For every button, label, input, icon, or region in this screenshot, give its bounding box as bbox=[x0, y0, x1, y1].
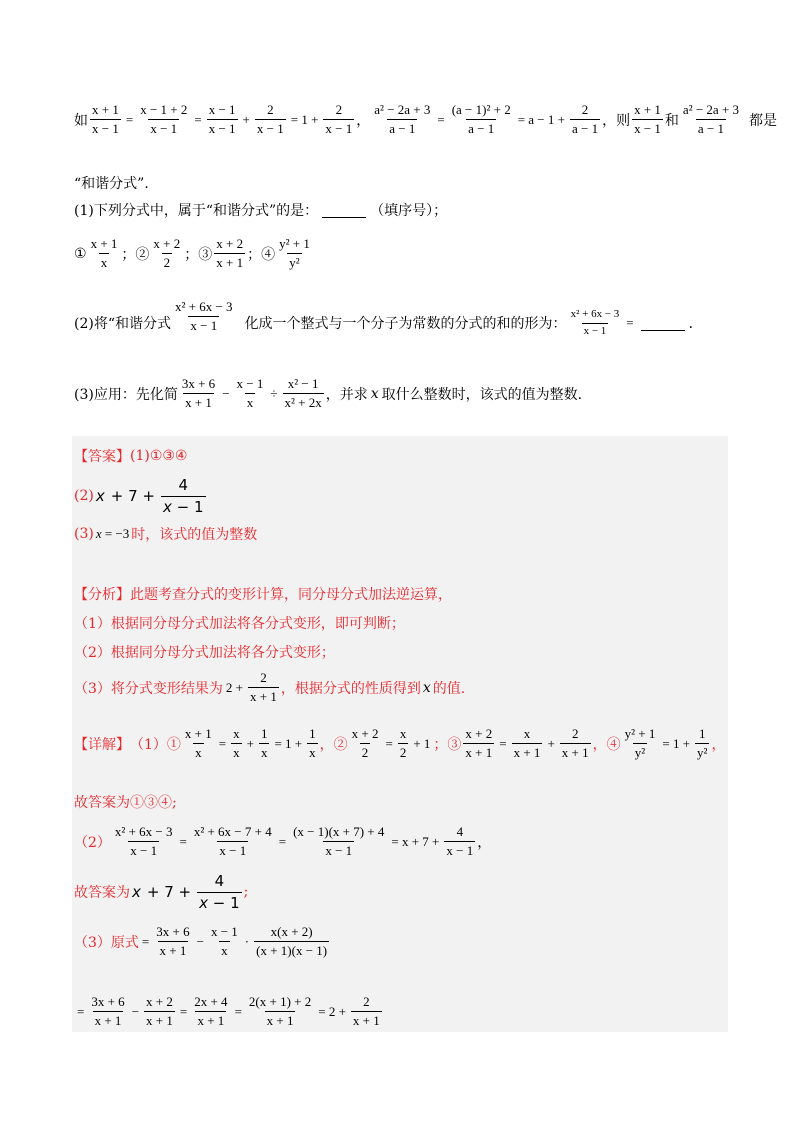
analysis-text: 此题考查分式的变形计算，同分母分式加法逆运算， bbox=[130, 587, 452, 603]
fraction: $\frac{x + 2}{2}$ bbox=[351, 726, 379, 761]
fraction: $\frac{\text{(a − 1)² + 2}}{a - 1}$ bbox=[451, 102, 511, 137]
q3-prefix: (3)应用：先化简 bbox=[74, 386, 178, 403]
intro-line: 如 $\frac{x + 1}{x - 1}$ = $\frac{x - 1 + 2}{x - 1}$ = $\frac{x - 1}{x - 1}$ + $\frac{2}{x - 1}$ = 1 + $\frac{2}{x - 1}$ ， $\frac{\text{a² − 2a + 3}}{a - 1}$ = $\frac{\text{(a − 1)² + 2}}{a - 1}$ = a − 1 + $\frac{2}{a - 1}$ ，则 $\frac{x + 1}{x - 1}$ 和 $\frac{\text{a² − 2a + 3}}{a - 1}$ 都是 bbox=[74, 102, 778, 137]
answer-label: 【答案】 bbox=[74, 449, 130, 465]
analysis-text: （1）根据同分母分式加法将各分式变形，即可判断； bbox=[74, 616, 405, 632]
detail-part: ，② bbox=[319, 736, 348, 753]
answer-blank bbox=[641, 316, 685, 331]
fraction: $\frac{\text{a² − 2a + 3}}{a - 1}$ bbox=[374, 102, 431, 137]
question-2: (2)将“和谐分式 $\frac{\text{x² + 6x − 3}}{x - 1}$ 化成一个整式与一个分子为常数的分式的和的形为： $\frac{\text{x² + 6x − 3}}{x - 1}$ = ． bbox=[74, 298, 703, 337]
fraction: $\frac{4}{x - 1}$ bbox=[446, 824, 474, 859]
intro-text: “和谐分式”． bbox=[74, 176, 159, 192]
intro-prefix: 如 bbox=[74, 112, 88, 129]
option-1-label: ① bbox=[74, 245, 87, 262]
fraction: $\frac{3x + 6}{x + 1}$ bbox=[156, 924, 190, 959]
fraction: $\frac{1}{x}$ bbox=[260, 726, 268, 761]
fraction: $\frac{\text{y² + 1}}{\text{y²}}$ bbox=[624, 726, 656, 761]
q3-var: x bbox=[370, 385, 379, 402]
q1-text: (1)下列分式中，属于“和谐分式”的是： bbox=[74, 203, 319, 219]
q2-tail: ． bbox=[688, 316, 703, 333]
answer-1-text: (1)①③④ bbox=[130, 448, 188, 464]
fraction: $\frac{\text{x² + 6x − 3}}{x - 1}$ bbox=[114, 824, 173, 859]
fraction: $\frac{2}{a - 1}$ bbox=[571, 102, 599, 137]
fraction: $\frac{2}{x - 1}$ bbox=[256, 102, 284, 137]
intro-sep: ， bbox=[356, 112, 371, 129]
fraction: $\frac{x - 1}{x}$ bbox=[210, 924, 238, 959]
option-1-fraction: $\frac{x + 1}{x}$ bbox=[90, 236, 118, 271]
q2-prefix: (2)将“和谐分式 bbox=[74, 316, 171, 333]
q3-tail: ，并求 bbox=[325, 386, 368, 403]
detail-line-1: 【详解】 （1）① $\frac{x + 1}{x}$ = $\frac{x}{x}$ + $\frac{1}{x}$ = 1 + $\frac{1}{x}$ ，② $\frac{x + 2}{2}$ = $\frac{x}{2}$ + 1 ；③ $\frac{x + 2}{x + 1}$ = $\frac{x}{x + 1}$ + $\frac{2}{x + 1}$ ，④ $\frac{\text{y² + 1}}{\text{y²}}$ = 1 + $\frac{1}{\text{y²}}$ ， bbox=[74, 726, 726, 761]
detail-part: （2） bbox=[74, 834, 111, 851]
option-4-fraction: $\frac{\text{y² + 1}}{\text{y²}}$ bbox=[279, 236, 310, 271]
question-1 bbox=[74, 200, 447, 220]
detail-conclusion-1 bbox=[74, 792, 177, 812]
fraction: $\frac{x}{2}$ bbox=[399, 726, 407, 761]
analysis-line-2 bbox=[74, 642, 335, 662]
fraction: $\frac{x - 1 + 2}{x - 1}$ bbox=[140, 102, 188, 137]
answer-2: (2) x + 7 + $\frac{4}{x - 1}$ bbox=[74, 476, 204, 516]
intro-and: 和 bbox=[664, 112, 679, 129]
detail-label: 【详解】 bbox=[74, 736, 130, 753]
fraction: $\frac{2}{x + 1}$ bbox=[561, 726, 589, 761]
answer-3-tail: 时，该式的值为整数 bbox=[131, 527, 258, 543]
intro-then: ，则 bbox=[602, 112, 631, 129]
analysis-text: （3）将分式变形结果为 bbox=[74, 680, 223, 697]
fraction: $\frac{\text{a² − 2a + 3}}{a - 1}$ bbox=[682, 102, 740, 137]
analysis-text: 的值. bbox=[432, 680, 466, 697]
fraction: $\frac{2x + 4}{x + 1}$ bbox=[194, 994, 228, 1029]
option-3-fraction: $\frac{x + 2}{x + 1}$ bbox=[216, 236, 244, 271]
answer-3-prefix: (3) bbox=[74, 526, 94, 542]
fraction: $\frac{x + 1}{x}$ bbox=[184, 726, 212, 761]
fraction: $\frac{\text{x² + 6x − 7 + 4}}{x - 1}$ bbox=[193, 824, 272, 859]
fraction: $\frac{2}{x + 1}$ bbox=[352, 994, 380, 1029]
fraction: $\frac{x}{x + 1}$ bbox=[513, 726, 541, 761]
answer-blank bbox=[322, 203, 366, 218]
fraction: $\frac{1}{x}$ bbox=[309, 726, 316, 761]
detail-text: 故答案为 bbox=[74, 885, 130, 902]
intro-line-2 bbox=[74, 173, 158, 193]
fraction: $\frac{2}{x - 1}$ bbox=[325, 102, 353, 137]
fraction: $\frac{1}{\text{y²}}$ bbox=[697, 726, 708, 761]
fraction: $\frac{3x + 6}{x + 1}$ bbox=[181, 376, 216, 411]
fraction: $\frac{x + 1}{x - 1}$ bbox=[634, 102, 661, 137]
detail-part: （3）原式 bbox=[74, 934, 139, 951]
option-3-label: ；③ bbox=[184, 246, 213, 263]
question-1-options bbox=[74, 236, 314, 272]
fraction: $\frac{x - 1}{x}$ bbox=[236, 376, 264, 411]
fraction: $\frac{\text{x² + 6x − 3}}{x - 1}$ bbox=[175, 298, 233, 333]
analysis-line-1 bbox=[74, 613, 405, 633]
fraction: $\frac{4}{x - 1}$ bbox=[199, 872, 240, 912]
intro-suffix: 都是 bbox=[749, 112, 778, 129]
analysis-line-0 bbox=[74, 584, 452, 604]
fraction: $\frac{x(x + 2)}{(x + 1)(x - 1)}$ bbox=[256, 924, 328, 959]
detail-part: ，④ bbox=[592, 736, 621, 753]
detail-conclusion-2: 故答案为 x + 7 + $\frac{4}{x - 1}$ ; bbox=[74, 872, 249, 912]
fraction: $\frac{x}{x}$ bbox=[233, 726, 240, 761]
option-2-fraction: $\frac{x + 2}{2}$ bbox=[153, 236, 181, 271]
answer-3: (3) x = −3 时，该式的值为整数 bbox=[74, 526, 258, 543]
answer-2-prefix: (2) bbox=[74, 488, 94, 505]
q2-text: 化成一个整式与一个分子为常数的分式的和的形为： bbox=[244, 316, 567, 333]
fraction: $\frac{4}{x - 1}$ bbox=[162, 476, 204, 516]
q1-tail: （填序号）； bbox=[370, 203, 448, 219]
fraction: $\frac{(x - 1)(x + 7) + 4}{x - 1}$ bbox=[293, 824, 385, 859]
question-3: (3)应用：先化简 $\frac{3x + 6}{x + 1}$ − $\frac{x - 1}{x}$ ÷ $\frac{\text{x² − 1}}{\text{x² + 2x}}$ ，并求 x 取什么整数时，该式的值为整数． bbox=[74, 376, 592, 411]
detail-part: （1）① bbox=[130, 736, 181, 753]
fraction: $\frac{3x + 6}{x + 1}$ bbox=[91, 994, 125, 1029]
analysis-label: 【分析】 bbox=[74, 587, 130, 603]
detail-text: 故答案为①③④; bbox=[74, 795, 177, 811]
option-4-label: ；④ bbox=[247, 246, 276, 263]
fraction: $\frac{2(x + 1) + 2}{x + 1}$ bbox=[248, 994, 312, 1029]
fraction: $\frac{\text{x² + 6x − 3}}{x - 1}$ bbox=[570, 308, 620, 337]
analysis-line-3: （3）将分式变形结果为 2 + $\frac{2}{x + 1}$ ，根据分式的性质得到 x 的值. bbox=[74, 670, 466, 705]
detail-line-2: （2） $\frac{\text{x² + 6x − 3}}{x - 1}$ = $\frac{\text{x² + 6x − 7 + 4}}{x - 1}$ = $\frac{(x - 1)(x + 7) + 4}{x - 1}$ = x + 7 + $\frac{4}{x - 1}$ ， bbox=[74, 824, 492, 859]
analysis-text: （2）根据同分母分式加法将各分式变形； bbox=[74, 645, 335, 661]
option-2-label: ；② bbox=[121, 246, 150, 263]
fraction: $\frac{x - 1}{x - 1}$ bbox=[208, 102, 236, 137]
fraction: $\frac{x + 1}{x - 1}$ bbox=[92, 102, 119, 137]
fraction: $\frac{2}{x + 1}$ bbox=[250, 670, 277, 705]
detail-line-4: = $\frac{3x + 6}{x + 1}$ − $\frac{x + 2}{x + 1}$ = $\frac{2x + 4}{x + 1}$ = $\frac{2(x + 1) + 2}{x + 1}$ = 2 + $\frac{2}{x + 1}$ bbox=[77, 994, 380, 1029]
answer-1 bbox=[74, 446, 187, 466]
fraction: $\frac{x + 2}{x + 1}$ bbox=[465, 726, 493, 761]
detail-line-3: （3）原式 = $\frac{3x + 6}{x + 1}$ − $\frac{x - 1}{x}$ · $\frac{x(x + 2)}{(x + 1)(x - 1)}$ bbox=[74, 924, 328, 959]
fraction: $\frac{\text{x² − 1}}{\text{x² + 2x}}$ bbox=[284, 376, 322, 411]
fraction: $\frac{x + 2}{x + 1}$ bbox=[146, 994, 173, 1029]
q3-tail2: 取什么整数时，该式的值为整数． bbox=[381, 386, 592, 403]
detail-part: ；③ bbox=[433, 736, 462, 753]
analysis-text: ，根据分式的性质得到 bbox=[280, 680, 421, 697]
